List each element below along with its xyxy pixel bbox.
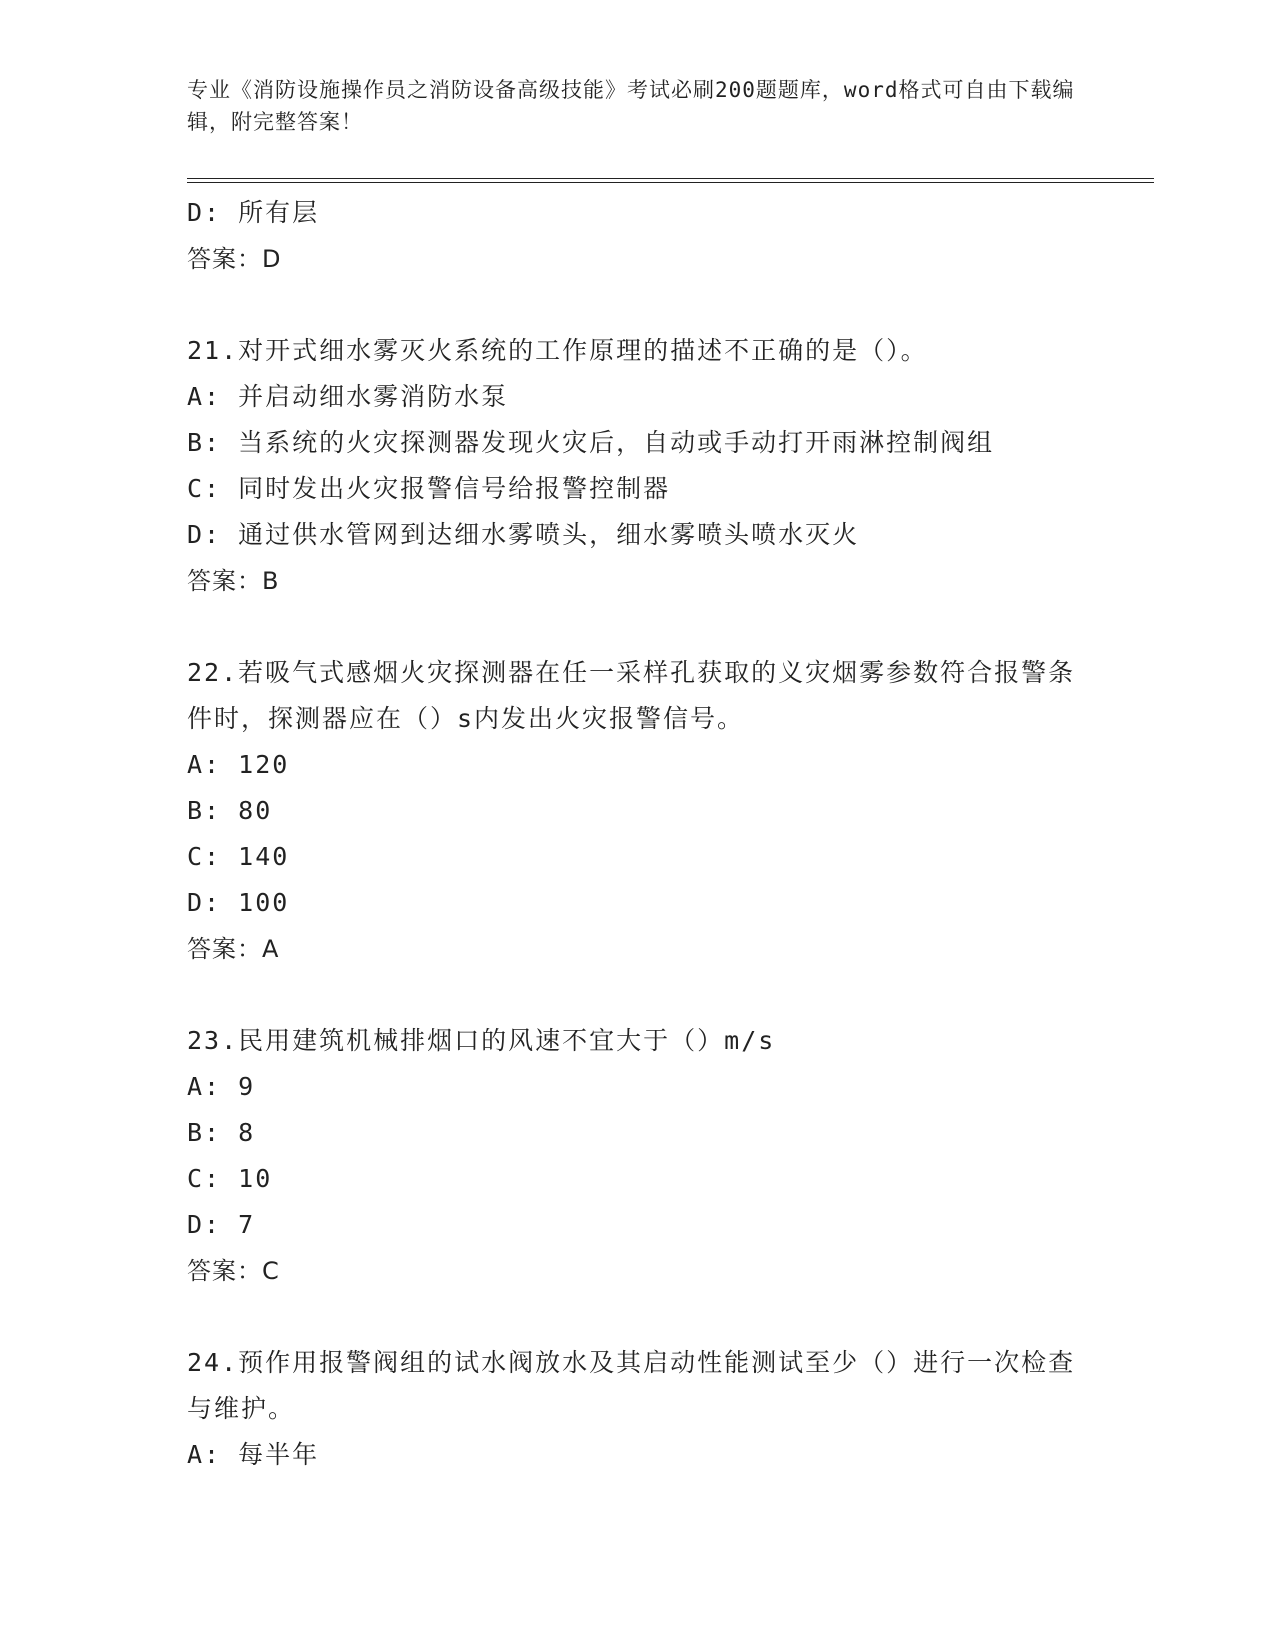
question-23-stem: 23.民用建筑机械排烟口的风速不宜大于（）m/s [187,1026,776,1055]
question-21-stem: 21.对开式细水雾灭火系统的工作原理的描述不正确的是（）。 [187,336,928,365]
header-divider [187,178,1154,183]
question-list [187,190,1087,1478]
question-21-answer: 答案：B [187,567,280,595]
question-23-option-c: C: 10 [187,1164,273,1193]
spacer [187,282,1087,328]
question-23-answer: 答案：C [187,1257,280,1285]
question-24-option-a: A: 每半年 [187,1440,320,1469]
question-21-option-b: B: 当系统的火灾探测器发现火灾后，自动或手动打开雨淋控制阀组 [187,428,995,457]
question-21-option-c: C: 同时发出火灾报警信号给报警控制器 [187,474,671,503]
spacer [187,1294,1087,1340]
option-d: D: 所有层 [187,198,320,227]
question-22-option-c: C: 140 [187,842,290,871]
question-22-option-a: A: 120 [187,750,290,779]
spacer [187,604,1087,650]
spacer [187,972,1087,1018]
header-text: 专业《消防设施操作员之消防设备高级技能》考试必刷200题题库，word格式可自由下载编辑，附完整答案！ [187,78,1075,134]
question-23-option-b: B: 8 [187,1118,256,1147]
question-21-option-d: D: 通过供水管网到达细水雾喷头，细水雾喷头喷水灭火 [187,520,860,549]
question-23-option-d: D: 7 [187,1210,256,1239]
question-22-option-b: B: 80 [187,796,273,825]
question-23-option-a: A: 9 [187,1072,256,1101]
question-22-option-d: D: 100 [187,888,290,917]
question-22-answer: 答案：A [187,935,280,963]
question-24-stem: 24.预作用报警阀组的试水阀放水及其启动性能测试至少（）进行一次检查与维护。 [187,1348,1076,1423]
question-22-stem: 22.若吸气式感烟火灾探测器在任一采样孔获取的义灾烟雾参数符合报警条件时，探测器应在（）s内发出火灾报警信号。 [187,658,1076,733]
page-header [187,74,1087,138]
answer-line: 答案：D [187,245,282,273]
question-21-option-a: A: 并启动细水雾消防水泵 [187,382,509,411]
